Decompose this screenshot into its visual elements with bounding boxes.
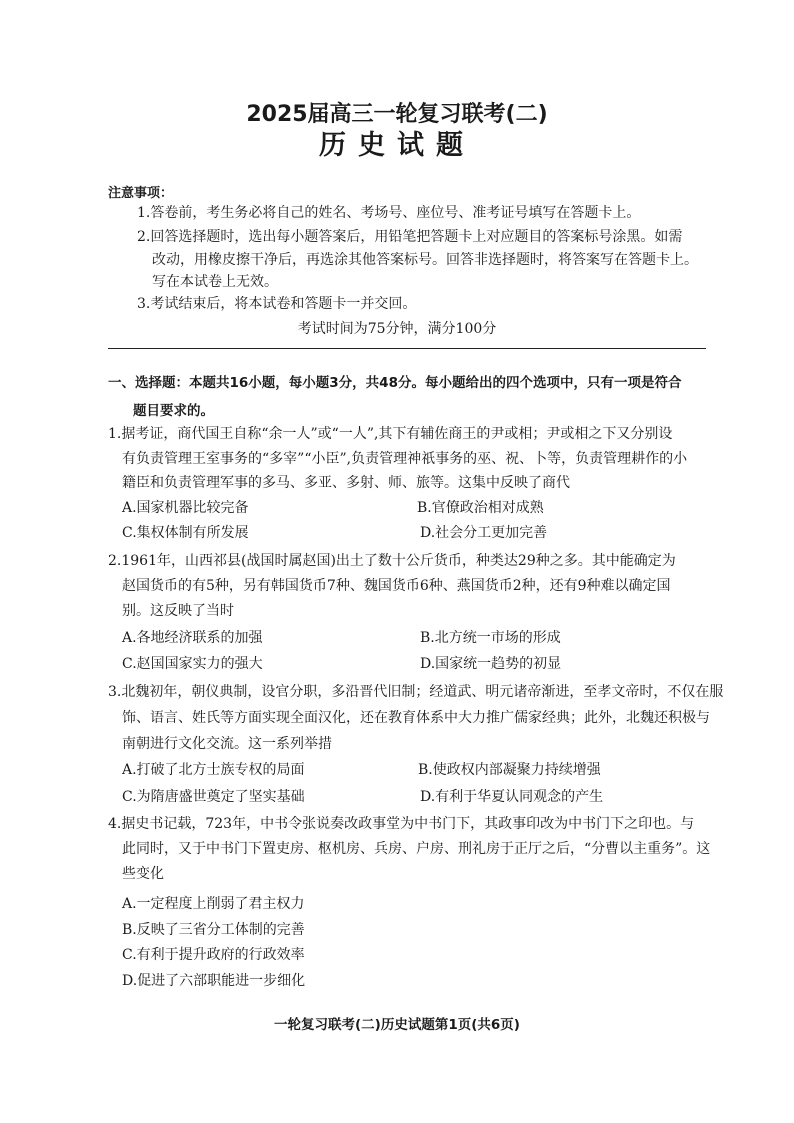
note-item-2-line-2: 改动，用橡皮擦干净后，再选涂其他答案标号。回答非选择题时，将答案写在答题卡上。 (152, 252, 698, 268)
question-2-option-a: A.各地经济联系的加强 (122, 630, 263, 646)
note-item-2-line-3: 写在本试卷上无效。 (152, 274, 278, 290)
question-4-line-1: 4.据史书记载，723年，中书令张说奏改政事堂为中书门下，其政事印改为中书门下之印也。与 (108, 816, 695, 832)
question-3-line-2: 饰、语言、姓氏等方面实现全面汉化，还在教育体系中大力推广儒家经典；此外，北魏还积极与 (122, 710, 710, 726)
question-1-line-3: 籍臣和负责管理军事的多马、多亚、多射、师、旅等。这集中反映了商代 (122, 475, 570, 491)
note-item-2-line-1: 2.回答选择题时，选出每小题答案后，用铅笔把答题卡上对应题目的答案标号涂黑。如需 (137, 229, 683, 245)
note-item-3: 3.考试结束后，将本试卷和答题卡一并交回。 (137, 296, 417, 312)
question-2-option-c: C.赵国国家实力的强大 (122, 656, 263, 672)
question-1-option-a: A.国家机器比较完备 (122, 500, 249, 516)
question-1-line-2: 有负责管理王室事务的“多宰”“小臣”,负责管理神祇事务的巫、祝、卜等，负责管理耕作的小 (122, 451, 688, 467)
question-3-line-1: 3.北魏初年，朝仪典制，设官分职，多沿晋代旧制；经道武、明元诸帝渐进，至孝文帝时，不仅在服 (108, 684, 724, 700)
question-3-line-3: 南朝进行文化交流。这一系列举措 (122, 736, 332, 752)
question-2-option-d: D.国家统一趋势的初显 (420, 656, 562, 672)
question-4-option-a: A.一定程度上削弱了君主权力 (122, 896, 305, 912)
question-3-option-c: C.为隋唐盛世奠定了坚实基础 (122, 789, 305, 805)
page-footer: 一轮复习联考(二)历史试题第1页(共6页) (274, 1017, 520, 1033)
question-2-option-b: B.北方统一市场的形成 (420, 630, 561, 646)
question-4-line-2: 此同时，又于中书门下置吏房、枢机房、兵房、户房、刑礼房于正厅之后，“分曹以主重务”。这 (122, 841, 711, 857)
note-item-1: 1.答卷前，考生务必将自己的姓名、考场号、座位号、准考证号填写在答题卡上。 (137, 205, 641, 221)
subject-title: 历史试题 (319, 130, 475, 161)
section-heading-line-2: 题目要求的。 (133, 403, 214, 419)
question-4-line-3: 些变化 (122, 866, 164, 882)
section-heading-line-1: 一、选择题：本题共16小题，每小题3分，共48分。每小题给出的四个选项中，只有一项是符合 (108, 375, 682, 391)
question-4-option-b: B.反映了三省分工体制的完善 (122, 922, 305, 938)
question-1-option-d: D.社会分工更加完善 (420, 525, 548, 541)
header-divider (108, 348, 706, 349)
notes-heading: 注意事项： (108, 186, 174, 201)
question-2-line-1: 2.1961年，山西祁县(战国时属赵国)出土了数十公斤货币，种类达29种之多。其中能确定为 (108, 553, 676, 569)
question-4-option-d: D.促进了六部职能进一步细化 (122, 973, 306, 989)
exam-time-info: 考试时间为75分钟，满分100分 (297, 321, 497, 337)
question-2-line-2: 赵国货币的有5种，另有韩国货币7种、魏国货币6种、燕国货币2种，还有9种难以确定国 (122, 578, 671, 594)
question-4-option-c: C.有利于提升政府的行政效率 (122, 947, 305, 963)
question-3-option-d: D.有利于华夏认同观念的产生 (420, 789, 604, 805)
question-2-line-3: 别。这反映了当时 (122, 603, 234, 619)
exam-title: 2025届高三一轮复习联考(二) (246, 102, 548, 127)
question-3-option-a: A.打破了北方士族专权的局面 (122, 762, 305, 778)
question-1-option-c: C.集权体制有所发展 (122, 525, 249, 541)
question-1-option-b: B.官僚政治相对成熟 (417, 500, 544, 516)
question-1-line-1: 1.据考证，商代国王自称“余一人”或“一人”,其下有辅佐商王的尹或相；尹或相之下又分别设 (108, 426, 673, 442)
question-3-option-b: B.使政权内部凝聚力持续增强 (418, 762, 601, 778)
